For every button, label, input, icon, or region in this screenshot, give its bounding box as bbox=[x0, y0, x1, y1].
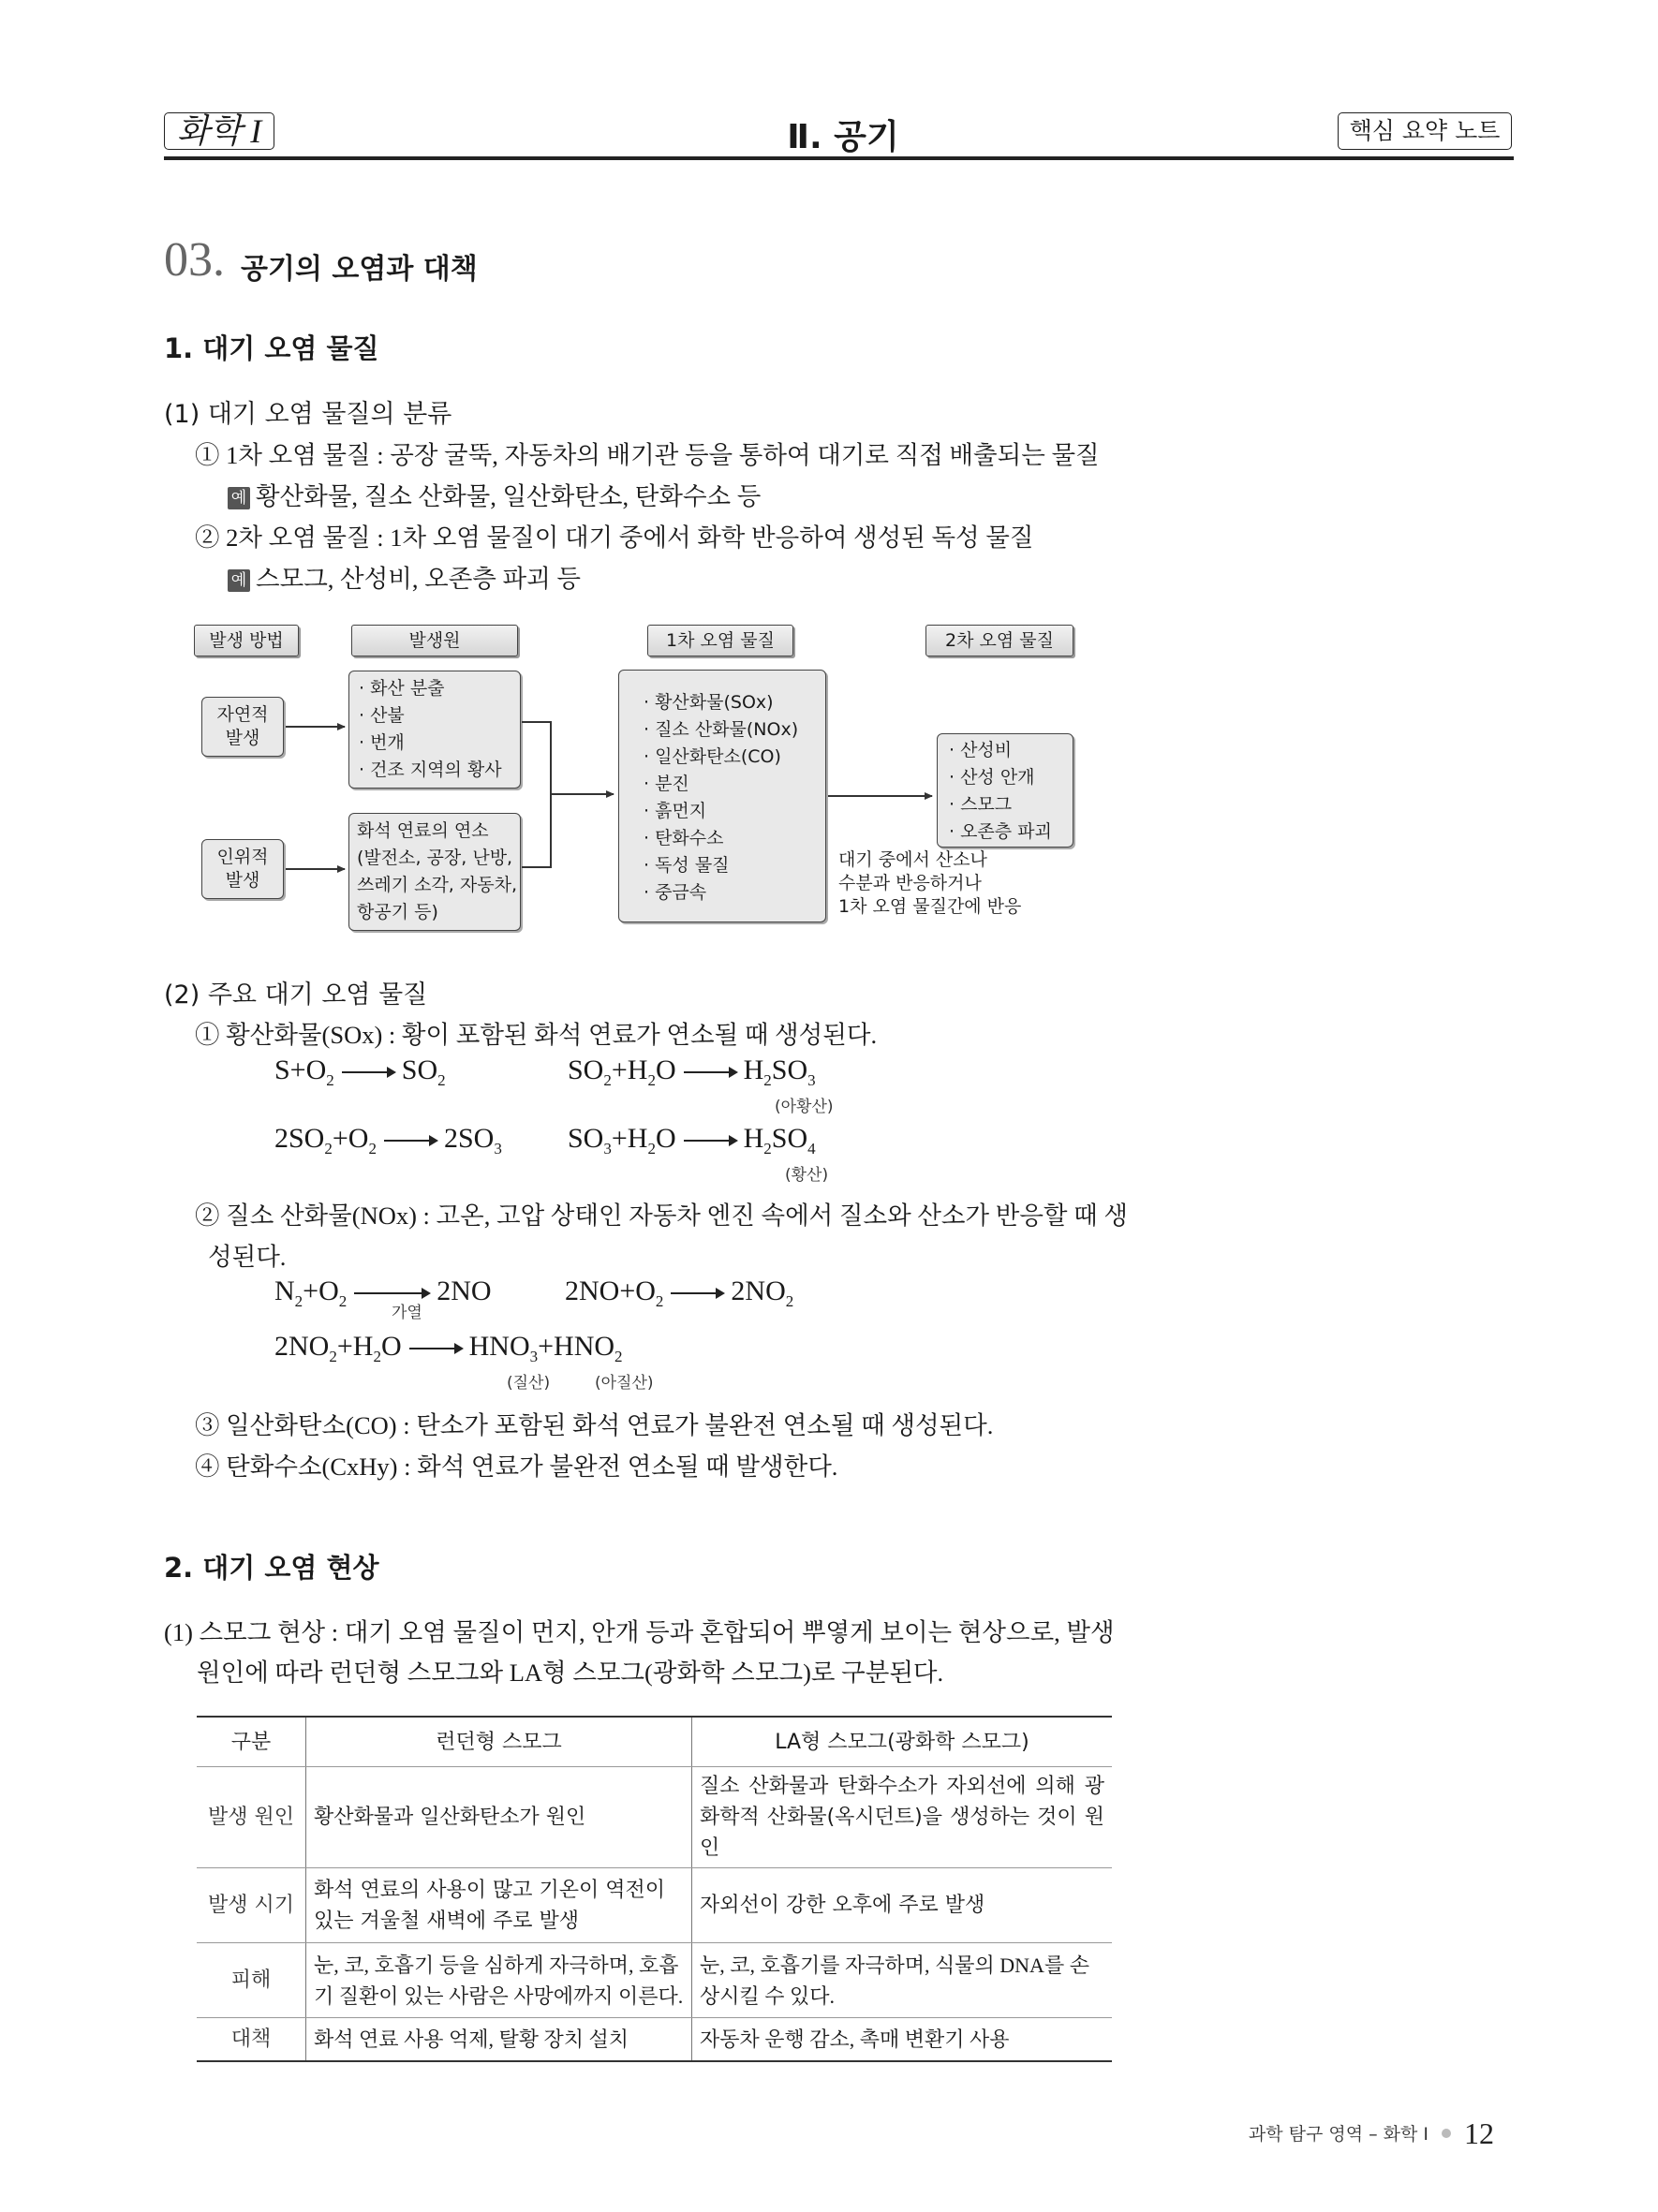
london-cell: 눈, 코, 호흡기 등을 심하게 자극하며, 호흡기 질환이 있는 사람은 사망에까지 이른다. bbox=[306, 1943, 692, 2018]
co-heading: ③ 일산화탄소(CO) : 탄소가 포함된 화석 연료가 불완전 연소될 때 생성된다. bbox=[195, 1411, 994, 1439]
natural-source: · 번개 bbox=[359, 732, 405, 753]
nox-heading-line1: ② 질소 산화물(NOx) : 고온, 고압 상태인 자동차 엔진 속에서 질소와 산소가 반응할 때 생 bbox=[195, 1202, 1128, 1230]
footer bbox=[1249, 2116, 1494, 2151]
eq-so2-h2o: $SO_2+H_2O$ $H_2SO_3$ bbox=[568, 1054, 816, 1089]
primary-pollutant: · 탄화수소 bbox=[644, 828, 724, 848]
secondary-pollutant-def: ② 2차 오염 물질 : 1차 오염 물질이 대기 중에서 화학 반응하여 생성된 독성 물질 bbox=[195, 524, 1034, 552]
la-cell: 질소 산화물과 탄화수소가 자외선에 의해 광화학적 산화물(옥시던트)을 생성하는 것이 원인 bbox=[692, 1767, 1113, 1868]
eq-no2-h2o: $2NO_2+H_2O$ $HNO_3+HNO_2$ bbox=[274, 1331, 623, 1365]
header-category: 구분 bbox=[197, 1717, 306, 1767]
natural-source: · 화산 분출 bbox=[359, 678, 445, 699]
row-label: 발생 시기 bbox=[197, 1868, 306, 1943]
footer-text: 과학 탐구 영역 – 화학 I bbox=[1248, 2124, 1429, 2145]
page-number: 12 bbox=[1464, 2116, 1494, 2150]
sub1-title: (1) 대기 오염 물질의 분류 bbox=[164, 400, 452, 429]
table-row bbox=[197, 1868, 1112, 1943]
primary-pollutant: · 중금속 bbox=[644, 882, 707, 903]
table-row bbox=[197, 2018, 1112, 2061]
reaction-note-line: 대기 중에서 산소나 bbox=[838, 849, 987, 870]
row-label: 발생 원인 bbox=[197, 1767, 306, 1868]
header-london-smog: 런던형 스모그 bbox=[306, 1717, 692, 1767]
secondary-pollutant: · 스모그 bbox=[949, 794, 1013, 815]
primary-pollutant: · 흙먼지 bbox=[644, 801, 707, 821]
diagram-connectors bbox=[0, 0, 1658, 946]
natural-source: · 산불 bbox=[359, 705, 405, 726]
example-mark: 예 bbox=[228, 569, 250, 592]
header-secondary: 2차 오염 물질 bbox=[925, 625, 1073, 656]
natural-origin-box: 자연적 발생 bbox=[201, 697, 284, 757]
unit-title: Ⅱ. 공기 bbox=[787, 118, 899, 156]
label-sulfurous-acid: (아황산) bbox=[775, 1098, 834, 1116]
primary-pollutant: · 독성 물질 bbox=[644, 855, 730, 876]
table-row bbox=[197, 1943, 1112, 2018]
section-title: 공기의 오염과 대책 bbox=[241, 253, 478, 286]
note-label: 핵심 요약 노트 bbox=[1338, 112, 1512, 150]
header-source: 발생원 bbox=[351, 625, 518, 656]
secondary-example-text: 스모그, 산성비, 오존층 파괴 등 bbox=[256, 565, 581, 593]
la-cell: 자동차 운행 감소, 촉매 변환기 사용 bbox=[692, 2018, 1113, 2061]
part1-title: 1. 대기 오염 물질 bbox=[164, 332, 379, 364]
secondary-pollutant: · 산성비 bbox=[949, 740, 1013, 760]
footer-dot-icon bbox=[1442, 2129, 1451, 2138]
part2-title: 2. 대기 오염 현상 bbox=[164, 1552, 379, 1584]
human-source: 쓰레기 소각, 자동차, bbox=[357, 875, 517, 895]
hc-heading: ④ 탄화수소(CxHy) : 화석 연료가 불완전 연소될 때 발생한다. bbox=[195, 1453, 838, 1481]
bracket-sources bbox=[522, 722, 551, 867]
eq-n2-o2: $N_2+O_2$ 2NO bbox=[274, 1276, 492, 1310]
row-label: 대책 bbox=[197, 2018, 306, 2061]
eq-s-o2: $S+O_2$ $SO_2$ bbox=[274, 1054, 446, 1089]
sox-heading: ① 황산화물(SOx) : 황이 포함된 화석 연료가 연소될 때 생성된다. bbox=[195, 1021, 878, 1049]
secondary-pollutant: · 오존층 파괴 bbox=[949, 821, 1052, 842]
la-cell: 자외선이 강한 오후에 주로 발생 bbox=[692, 1868, 1113, 1943]
row-label: 피해 bbox=[197, 1943, 306, 2018]
sub2-title: (2) 주요 대기 오염 물질 bbox=[164, 981, 428, 1010]
natural-source: · 건조 지역의 황사 bbox=[359, 759, 502, 780]
london-cell: 화석 연료 사용 억제, 탈황 장치 설치 bbox=[306, 2018, 692, 2061]
eq-no-o2: $2NO+O_2$ $2NO_2$ bbox=[565, 1276, 794, 1310]
header-la-smog: LA형 스모그(광화학 스모그) bbox=[692, 1717, 1113, 1767]
table-row bbox=[197, 1767, 1112, 1868]
london-cell: 황산화물과 일산화탄소가 원인 bbox=[306, 1767, 692, 1868]
reaction-note-line: 1차 오염 물질간에 반응 bbox=[838, 896, 1022, 917]
smog-comparison-table bbox=[197, 1716, 1112, 2062]
smog-definition-line2: 원인에 따라 런던형 스모그와 LA형 스모그(광화학 스모그)로 구분된다. bbox=[197, 1659, 944, 1687]
primary-pollutant: · 일산화탄소(CO) bbox=[644, 746, 781, 767]
primary-example-text: 황산화물, 질소 산화물, 일산화탄소, 탄화수소 등 bbox=[256, 482, 762, 510]
primary-pollutant: · 분진 bbox=[644, 774, 689, 794]
human-origin-box: 인위적 발생 bbox=[201, 839, 284, 899]
nox-heading-line2: 성된다. bbox=[208, 1243, 287, 1271]
human-source: 항공기 등) bbox=[357, 902, 438, 922]
label-sulfuric-acid: (황산) bbox=[785, 1166, 829, 1185]
table-header-row bbox=[197, 1717, 1112, 1767]
label-heat: 가열 bbox=[392, 1304, 422, 1322]
eq-so3-h2o: $SO_3+H_2O$ $H_2SO_4$ bbox=[568, 1123, 816, 1158]
header-primary: 1차 오염 물질 bbox=[647, 625, 793, 656]
eq-so2-o2: $2SO_2+O_2$ $2SO_3$ bbox=[274, 1123, 502, 1158]
example-mark: 예 bbox=[228, 487, 250, 509]
header-method: 발생 방법 bbox=[194, 625, 299, 656]
label-nitrous-acid: (아질산) bbox=[595, 1374, 654, 1393]
primary-pollutant-def: ① 1차 오염 물질 : 공장 굴뚝, 자동차의 배기관 등을 통하여 대기로 직접 배출되는 물질 bbox=[195, 441, 1100, 469]
secondary-pollutant: · 산성 안개 bbox=[949, 767, 1035, 788]
london-cell: 화석 연료의 사용이 많고 기온이 역전이 있는 겨울철 새벽에 주로 발생 bbox=[306, 1868, 692, 1943]
primary-pollutant: · 황산화물(SOx) bbox=[644, 692, 774, 713]
subject-label: 화학 I bbox=[164, 112, 274, 150]
human-source: 화석 연료의 연소 bbox=[357, 820, 489, 841]
human-source: (발전소, 공장, 난방, bbox=[357, 848, 513, 868]
label-nitric-acid: (질산) bbox=[507, 1374, 551, 1393]
smog-definition-line1: (1) 스모그 현상 : 대기 오염 물질이 먼지, 안개 등과 혼합되어 뿌옇게 보이는 현상으로, 발생 bbox=[164, 1618, 1115, 1646]
primary-pollutant: · 질소 산화물(NOx) bbox=[644, 719, 799, 740]
la-cell: 눈, 코, 호흡기를 자극하며, 식물의 DNA를 손상시킬 수 있다. bbox=[692, 1943, 1113, 2018]
reaction-note-line: 수분과 반응하거나 bbox=[838, 873, 982, 893]
section-number: 03. bbox=[164, 233, 225, 287]
